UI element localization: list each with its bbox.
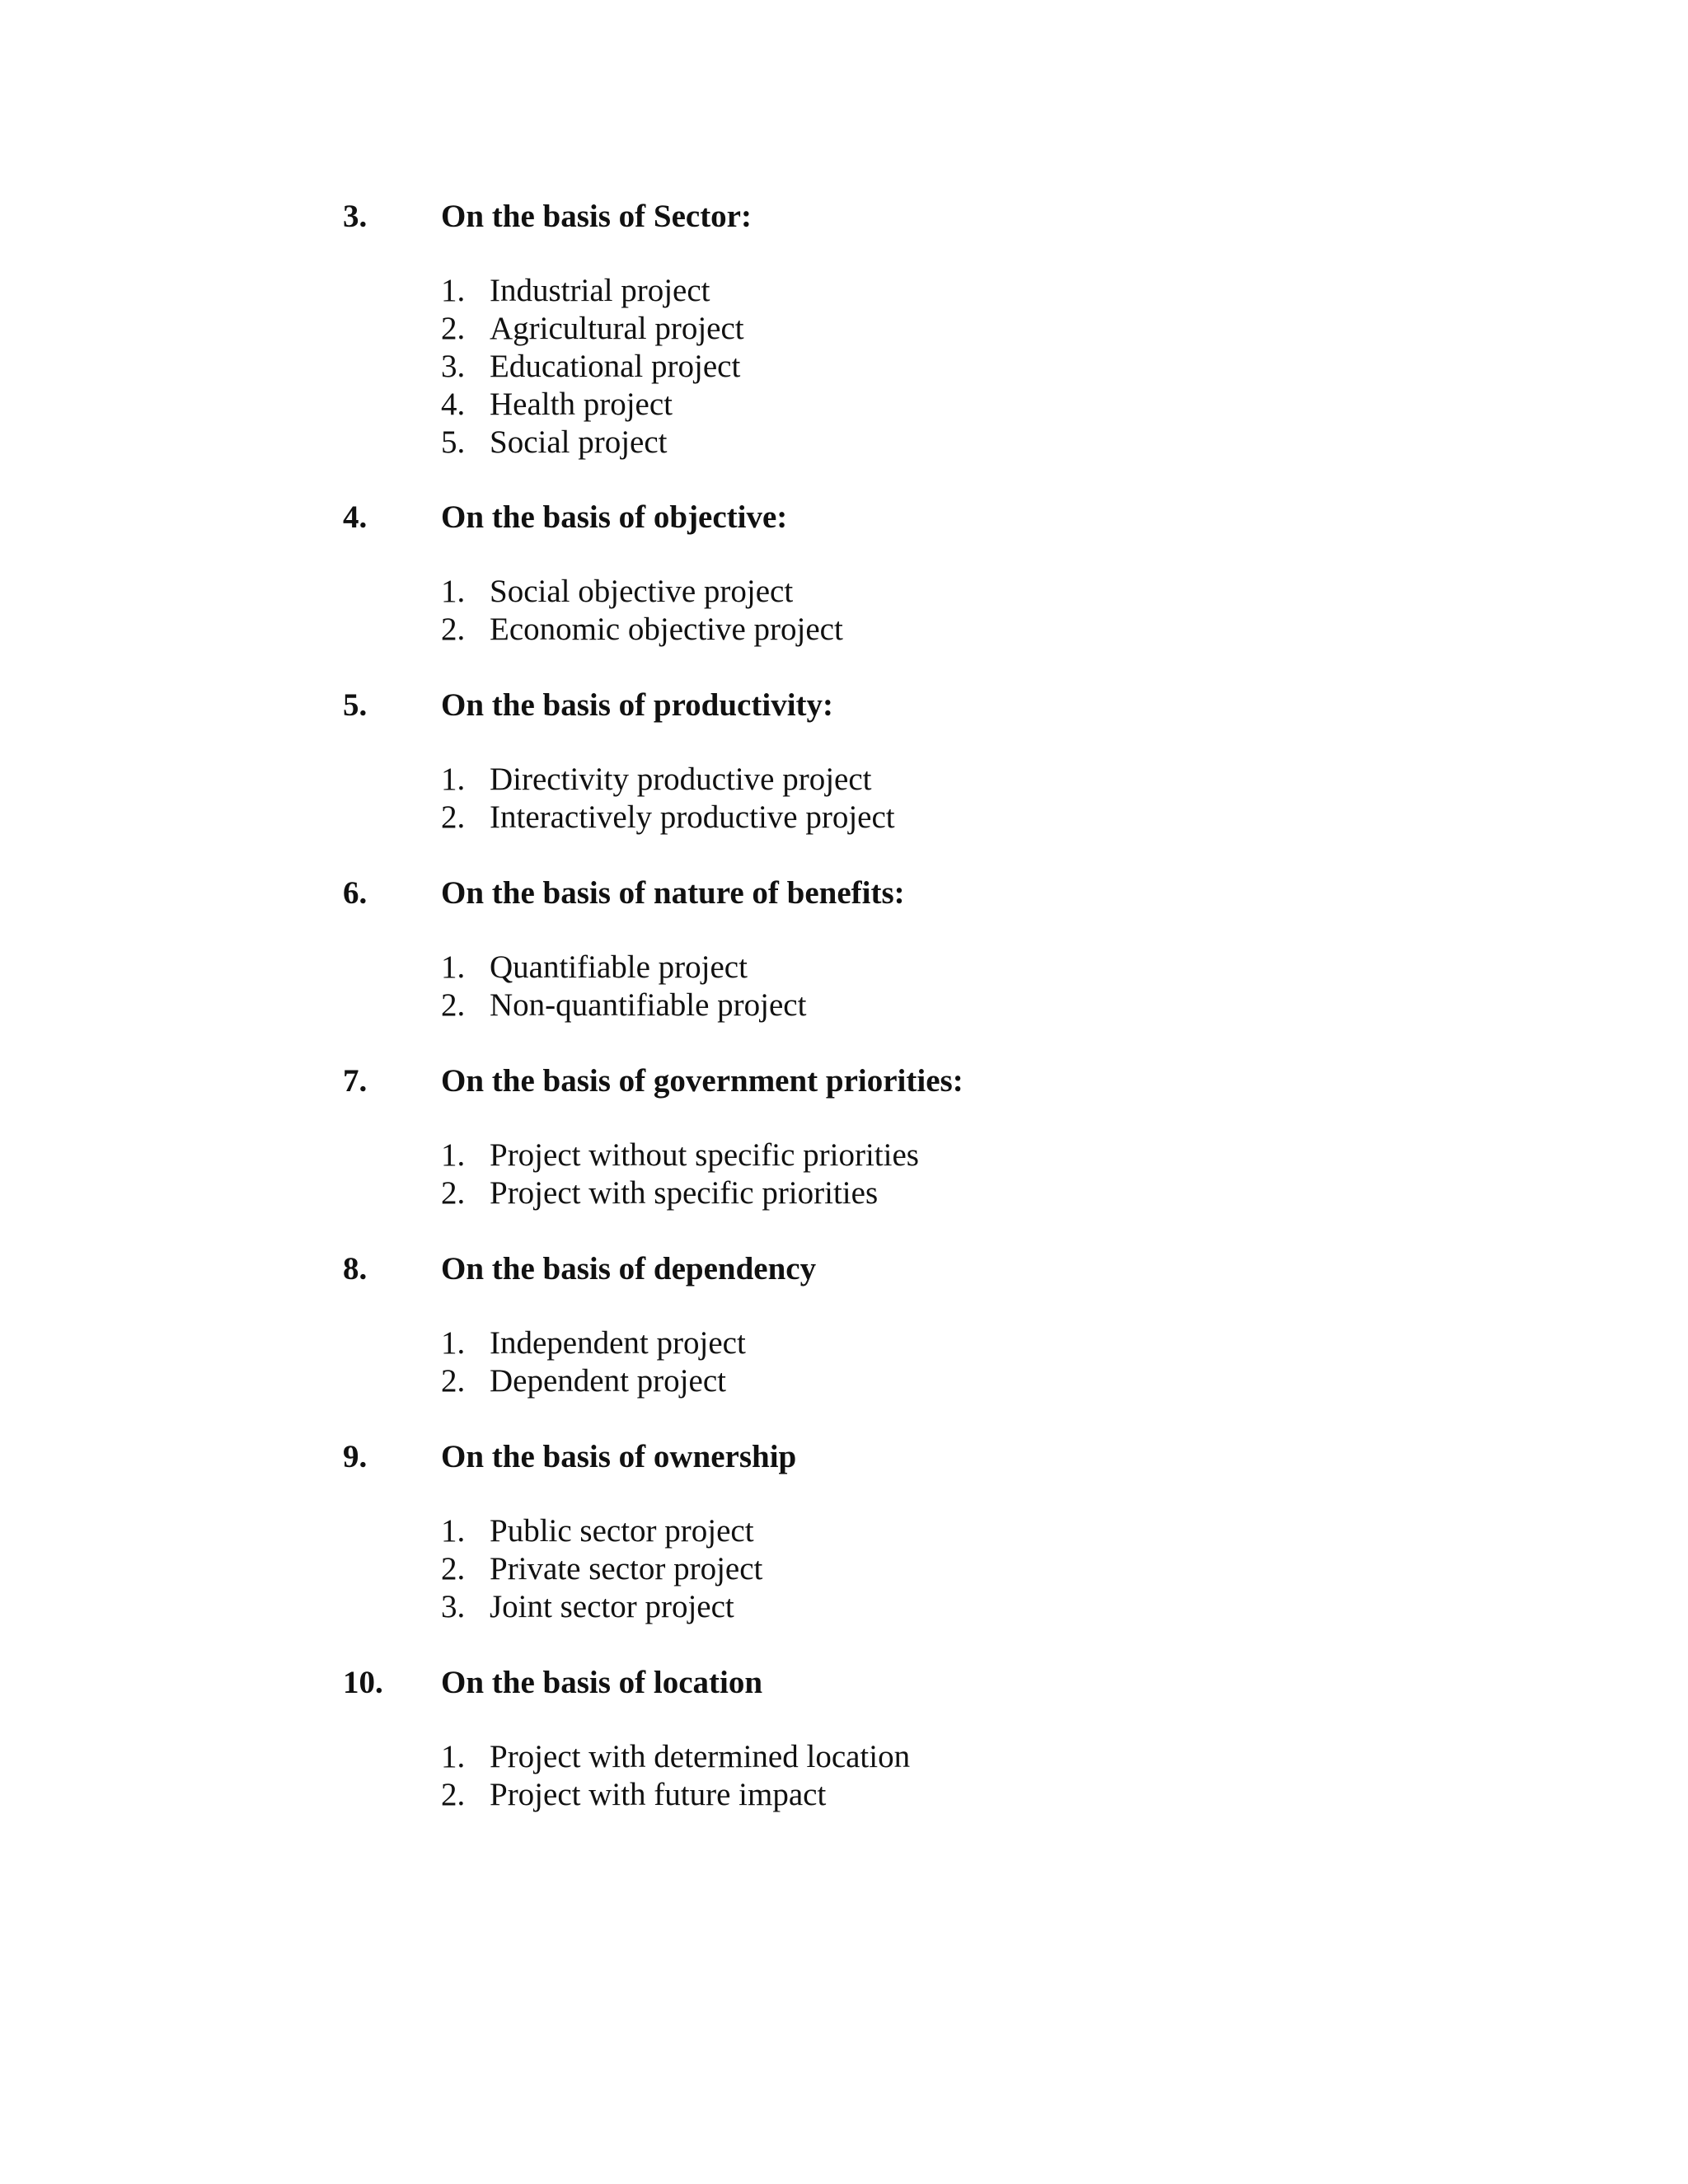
section-title: On the basis of objective: [441,499,788,535]
item-list [0,1137,1688,1212]
item-number: 1. [441,1739,466,1774]
section-heading [0,873,1688,914]
item-text: Non-quantifiable project [490,987,807,1023]
list-item [0,1174,1688,1212]
item-list [0,1738,1688,1814]
list-item [0,1512,1688,1550]
section-heading [0,1249,1688,1290]
item-text: Public sector project [490,1513,754,1549]
item-number: 1. [441,273,466,308]
list-item [0,1362,1688,1400]
list-item [0,761,1688,799]
list-item [0,1776,1688,1814]
section-number: 10. [343,1665,383,1700]
item-text: Dependent project [490,1363,726,1399]
item-number: 2. [441,1363,466,1399]
section-number: 8. [343,1251,368,1286]
item-text: Social project [490,424,668,460]
item-text: Social objective project [490,574,794,609]
list-item [0,611,1688,649]
section-number: 5. [343,687,368,723]
item-text: Private sector project [490,1551,763,1586]
section-heading [0,1436,1688,1478]
item-number: 2. [441,1777,466,1812]
item-number: 1. [441,762,466,797]
item-number: 5. [441,424,466,460]
item-number: 2. [441,799,466,835]
item-list [0,272,1688,462]
section-number: 6. [343,875,368,911]
section-title: On the basis of dependency [441,1251,817,1286]
section-number: 7. [343,1063,368,1099]
item-number: 4. [441,387,466,422]
list-item [0,424,1688,462]
item-number: 2. [441,987,466,1023]
list-item [0,799,1688,837]
item-text: Project with specific priorities [490,1175,879,1211]
list-item [0,949,1688,987]
section-heading [0,685,1688,726]
item-number: 1. [441,1137,466,1173]
list-item [0,1137,1688,1174]
item-number: 1. [441,1513,466,1549]
list-item [0,573,1688,611]
item-text: Industrial project [490,273,710,308]
item-text: Directivity productive project [490,762,872,797]
section-title: On the basis of productivity: [441,687,833,723]
item-text: Quantifiable project [490,949,748,985]
item-text: Project without specific priorities [490,1137,919,1173]
section-heading [0,1662,1688,1704]
section-title: On the basis of ownership [441,1439,797,1474]
item-number: 1. [441,1325,466,1361]
section-heading [0,196,1688,237]
item-text: Economic objective project [490,612,843,647]
item-number: 2. [441,1175,466,1211]
list-item [0,272,1688,310]
section-heading [0,1061,1688,1102]
list-item [0,386,1688,424]
list-item [0,1588,1688,1626]
section-title: On the basis of location [441,1665,763,1700]
section-number: 4. [343,499,368,535]
section-title: On the basis of government priorities: [441,1063,964,1099]
item-number: 2. [441,612,466,647]
item-list [0,761,1688,837]
list-item [0,1550,1688,1588]
item-text: Educational project [490,349,741,384]
item-text: Independent project [490,1325,746,1361]
item-text: Joint sector project [490,1589,734,1624]
item-number: 3. [441,349,466,384]
section-title: On the basis of Sector: [441,199,752,234]
item-number: 2. [441,311,466,346]
item-text: Health project [490,387,673,422]
item-number: 1. [441,574,466,609]
item-number: 1. [441,949,466,985]
item-number: 3. [441,1589,466,1624]
section-number: 3. [343,199,368,234]
item-text: Agricultural project [490,311,744,346]
section-title: On the basis of nature of benefits: [441,875,905,911]
list-item [0,1738,1688,1776]
list-item [0,987,1688,1024]
list-item [0,310,1688,348]
item-text: Project with future impact [490,1777,827,1812]
item-list [0,573,1688,649]
item-list [0,1512,1688,1626]
section-heading [0,497,1688,538]
section-number: 9. [343,1439,368,1474]
item-list [0,1324,1688,1400]
item-text: Interactively productive project [490,799,895,835]
list-item [0,348,1688,386]
item-list [0,949,1688,1024]
list-item [0,1324,1688,1362]
item-text: Project with determined location [490,1739,911,1774]
item-number: 2. [441,1551,466,1586]
